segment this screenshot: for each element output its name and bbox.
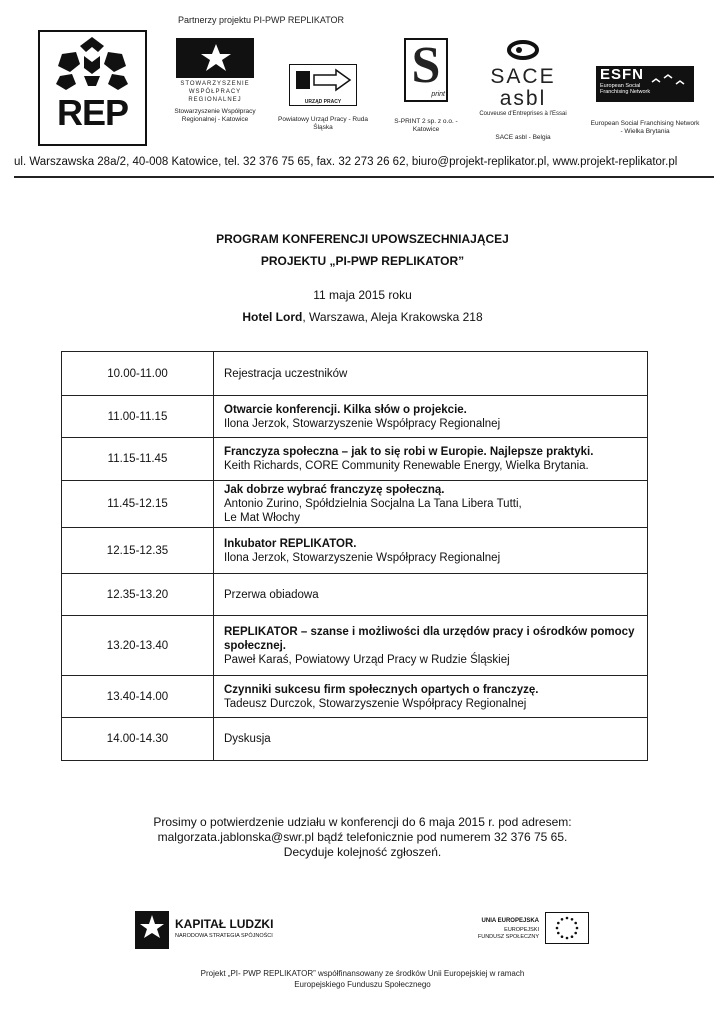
session-cell <box>214 676 648 718</box>
rsvp-line1: Prosimy o potwierdzenie udziału w konferencji do 6 maja 2015 r. pod adresem: <box>153 815 572 829</box>
table-row <box>62 396 648 438</box>
session-title: REPLIKATOR – szanse i możliwości dla urzędów pracy i ośrodków pomocy społecznej. <box>224 625 635 652</box>
time-cell: 11.00-11.15 <box>62 396 214 438</box>
eu-star <box>557 922 560 925</box>
session-title: Czynniki sukcesu firm społecznych opartych o franczyzę. <box>224 683 539 696</box>
venue-hotel: Hotel Lord <box>242 310 303 324</box>
pup-logo-text: URZĄD PRACY <box>304 99 342 105</box>
partner-caption: Powiatowy Urząd Pracy - Ruda Śląska <box>278 116 368 131</box>
session-title: Franczyza społeczna – jak to się robi w Europie. Najlepsze praktyki. <box>224 446 594 458</box>
eu-star <box>571 935 574 938</box>
time-cell: 13.20-13.40 <box>62 616 214 676</box>
time-cell: 11.45-12.15 <box>62 481 214 528</box>
session-cell <box>214 616 648 676</box>
footer-line1: Projekt „PI- PWP REPLIKATOR” współfinansowany ze środków Unii Europejskiej w ramach <box>200 969 525 978</box>
partner-swr <box>165 38 265 124</box>
table-row <box>62 574 648 616</box>
doc-date: 11 maja 2015 roku <box>313 288 412 302</box>
rsvp-note <box>0 815 725 860</box>
contact-address: ul. Warszawska 28a/2, 40-008 Katowice, tel. 32 376 75 65, fax. 32 273 26 62, biuro@projekt-replikator.pl, www.projekt-replikator.pl <box>14 156 678 168</box>
swr-logo-text: STOWARZYSZENIE WSPÓŁPRACY REGIONALNEJ <box>180 81 250 103</box>
eu-sub2: FUNDUSZ SPOŁECZNY <box>477 934 539 940</box>
star-figure-icon <box>176 38 254 78</box>
table-row <box>62 438 648 481</box>
session-cell <box>214 352 648 396</box>
session-cell <box>214 481 648 528</box>
table-row <box>62 676 648 718</box>
esfn-logo-text: ESFN <box>600 66 645 83</box>
swirl-icon <box>503 38 543 64</box>
partners-title: Partnerzy projektu PI-PWP REPLIKATOR <box>178 15 345 25</box>
footer <box>0 968 725 990</box>
eu-star <box>561 935 564 938</box>
footer-line2: Europejskiego Funduszu Społecznego <box>294 980 431 989</box>
session-detail: Paweł Karaś, Powiatowy Urząd Pracy w Rudzie Śląskiej <box>224 653 510 666</box>
pup-logo <box>289 64 357 106</box>
session-detail: Ilona Jerzok, Stowarzyszenie Współpracy Regionalnej <box>224 417 501 430</box>
rep-logo <box>38 30 147 146</box>
partner-caption: Stowarzyszenie Współpracy Regionalnej - Katowice <box>174 108 256 123</box>
table-row <box>62 616 648 676</box>
swr-logo <box>176 38 254 78</box>
eu-star <box>561 918 564 921</box>
eu-logo <box>475 912 590 946</box>
eu-flag-icon <box>545 912 589 944</box>
partner-esfn <box>590 66 700 136</box>
partner-pup <box>278 64 368 132</box>
time-cell: 10.00-11.00 <box>62 352 214 396</box>
program-table <box>61 351 648 761</box>
partner-caption: European Social Franchising Network - Wielka Brytania <box>590 120 700 135</box>
rsvp-line3: Decyduje kolejność zgłoszeń. <box>283 845 442 859</box>
session-detail: Keith Richards, CORE Community Renewable Energy, Wielka Brytania. <box>224 460 589 472</box>
session-cell <box>214 718 648 761</box>
venue-address: , Warszawa, Aleja Krakowska 218 <box>302 310 483 324</box>
kapital-ludzki-logo <box>135 907 295 953</box>
kl-title: KAPITAŁ LUDZKI <box>175 917 274 931</box>
partner-sace <box>468 38 578 142</box>
session-detail: Dyskusja <box>224 733 271 745</box>
partner-sprint <box>386 38 466 134</box>
eu-star <box>556 927 559 930</box>
eu-title: UNIA EUROPEJSKA <box>481 918 539 924</box>
session-detail: Tadeusz Durczok, Stowarzyszenie Współpracy Regionalnej <box>224 697 527 710</box>
doc-title-line2: PROJEKTU „PI-PWP REPLIKATOR” <box>260 254 465 268</box>
header-divider <box>14 176 714 178</box>
session-detail: Le Mat Włochy <box>224 512 301 524</box>
rsvp-line2: malgorzata.jablonska@swr.pl bądź telefonicznie pod numerem 32 376 75 65. <box>157 830 568 844</box>
eu-star <box>571 918 574 921</box>
eu-sub1: EUROPEJSKI <box>504 927 539 933</box>
time-cell: 12.35-13.20 <box>62 574 214 616</box>
time-cell: 11.15-11.45 <box>62 438 214 481</box>
time-cell: 12.15-12.35 <box>62 528 214 574</box>
time-cell: 14.00-14.30 <box>62 718 214 761</box>
sprint-s-icon: S <box>411 37 441 94</box>
session-title: Inkubator REPLIKATOR. <box>224 537 357 550</box>
eu-star <box>557 932 560 935</box>
eu-star <box>574 922 577 925</box>
table-row <box>62 352 648 396</box>
eu-star <box>576 927 579 930</box>
partner-caption: S-PRINT 2 sp. z o.o. - Katowice <box>394 118 458 133</box>
eu-star <box>566 937 569 940</box>
sprint-logo-text: print <box>431 91 445 98</box>
session-detail: Rejestracja uczestników <box>224 367 348 380</box>
eu-star <box>566 917 569 920</box>
rep-logo-text: REP <box>56 92 129 133</box>
session-cell <box>214 574 648 616</box>
session-title: Otwarcie konferencji. Kilka słów o projekcie. <box>224 403 467 416</box>
sace-logo-text: SACE asbl <box>490 65 556 110</box>
kl-subtitle: NARODOWA STRATEGIA SPÓJNOŚCI <box>175 933 273 939</box>
time-cell: 13.40-14.00 <box>62 676 214 718</box>
session-cell <box>214 438 648 481</box>
arrow-icon <box>290 65 356 95</box>
session-title: Jak dobrze wybrać franczyzę społeczną. <box>224 484 445 496</box>
esfn-logo <box>596 66 694 102</box>
sprint-logo <box>404 38 448 102</box>
birds-icon <box>650 72 690 92</box>
table-row <box>62 528 648 574</box>
session-detail: Ilona Jerzok, Stowarzyszenie Współpracy Regionalnej <box>224 551 501 564</box>
esfn-logo-sub: European Social Franchising Network <box>600 83 651 95</box>
table-row <box>62 481 648 528</box>
session-cell <box>214 396 648 438</box>
eu-star <box>574 932 577 935</box>
table-row <box>62 718 648 761</box>
session-detail: Antonio Zurino, Spółdzielnia Socjalna La Tana Libera Tutti, <box>224 498 522 510</box>
session-cell <box>214 528 648 574</box>
sace-logo-sub: Couveuse d'Entreprises à l'Essai <box>479 111 567 117</box>
partner-caption: SACE asbl - Belgia <box>495 134 551 141</box>
doc-venue <box>0 310 725 324</box>
doc-title-line1: PROGRAM KONFERENCJI UPOWSZECHNIAJĄCEJ <box>216 232 509 246</box>
kl-star-figure-icon <box>135 907 169 951</box>
session-detail: Przerwa obiadowa <box>224 588 319 601</box>
